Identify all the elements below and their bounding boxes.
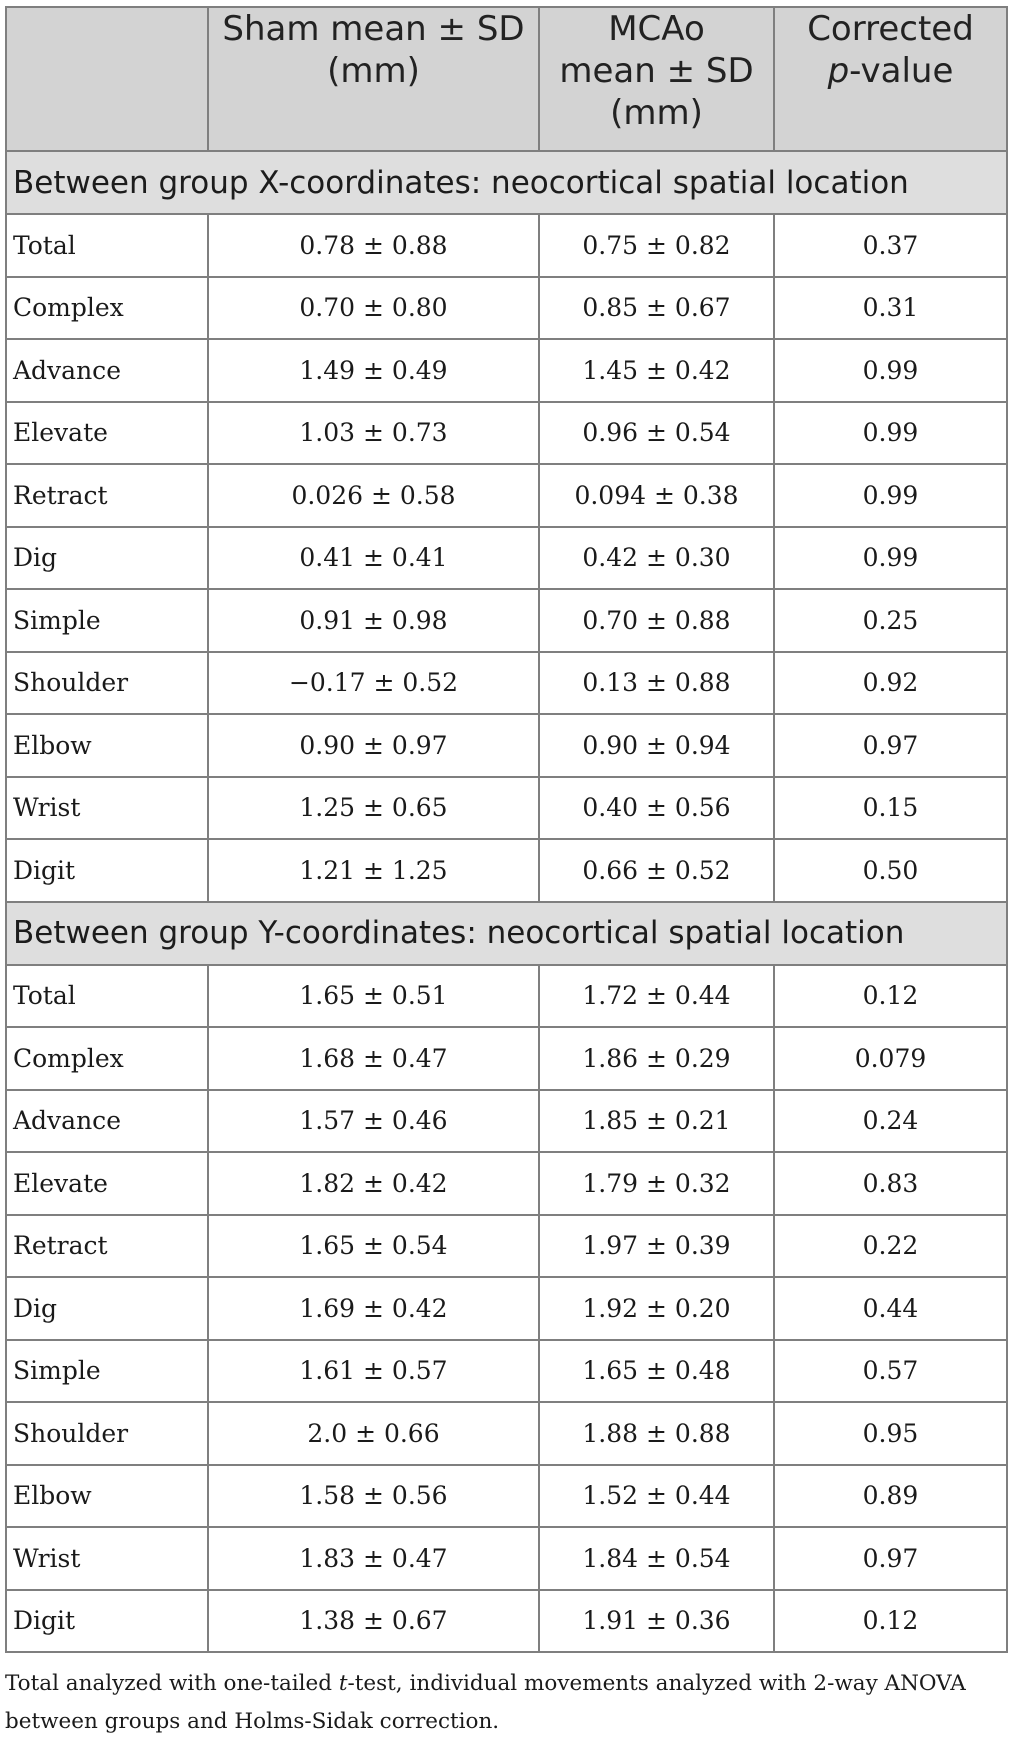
row-label: Dig — [6, 1277, 208, 1340]
mcao-value: 1.92 ± 0.20 — [539, 1277, 774, 1340]
mcao-value: 1.52 ± 0.44 — [539, 1465, 774, 1528]
p-value: 0.99 — [774, 527, 1007, 590]
table-row — [6, 1090, 1007, 1153]
p-value: 0.079 — [774, 1027, 1007, 1090]
p-value: 0.89 — [774, 1465, 1007, 1528]
table-row — [6, 214, 1007, 277]
p-value: 0.15 — [774, 777, 1007, 840]
sham-value: −0.17 ± 0.52 — [208, 652, 539, 715]
sham-value: 1.58 ± 0.56 — [208, 1465, 539, 1528]
p-value: 0.99 — [774, 339, 1007, 402]
mcao-value: 1.65 ± 0.48 — [539, 1340, 774, 1403]
row-label: Shoulder — [6, 652, 208, 715]
p-value: 0.22 — [774, 1215, 1007, 1278]
mcao-value: 0.094 ± 0.38 — [539, 464, 774, 527]
row-label: Advance — [6, 1090, 208, 1153]
p-value: 0.97 — [774, 714, 1007, 777]
row-label: Total — [6, 965, 208, 1028]
p-value: 0.97 — [774, 1527, 1007, 1590]
mcao-value: 0.85 ± 0.67 — [539, 277, 774, 340]
mcao-value: 0.96 ± 0.54 — [539, 402, 774, 465]
sham-value: 1.68 ± 0.47 — [208, 1027, 539, 1090]
table-row — [6, 714, 1007, 777]
row-label: Elevate — [6, 1152, 208, 1215]
p-value: 0.99 — [774, 464, 1007, 527]
p-value: 0.95 — [774, 1402, 1007, 1465]
table-body — [6, 151, 1007, 1652]
section-header-row — [6, 902, 1007, 965]
table-footnote — [5, 1665, 1006, 1741]
row-label: Retract — [6, 1215, 208, 1278]
mcao-value: 0.70 ± 0.88 — [539, 589, 774, 652]
p-value: 0.12 — [774, 1590, 1007, 1653]
table-header-row — [6, 7, 1007, 151]
table-row — [6, 1027, 1007, 1090]
mcao-value: 0.75 ± 0.82 — [539, 214, 774, 277]
table-row — [6, 1215, 1007, 1278]
row-label: Elbow — [6, 1465, 208, 1528]
mcao-value: 0.13 ± 0.88 — [539, 652, 774, 715]
table-row — [6, 589, 1007, 652]
sham-value: 1.21 ± 1.25 — [208, 839, 539, 902]
p-value: 0.50 — [774, 839, 1007, 902]
p-value: 0.12 — [774, 965, 1007, 1028]
section-header-row — [6, 151, 1007, 214]
row-label: Retract — [6, 464, 208, 527]
row-label: Wrist — [6, 777, 208, 840]
mcao-value: 1.85 ± 0.21 — [539, 1090, 774, 1153]
p-value: 0.24 — [774, 1090, 1007, 1153]
footnote-part2: -test, individual movements analyzed with 2-way ANOVA between groups and Holms-Sidak correction. — [5, 1671, 966, 1734]
sham-value: 1.65 ± 0.54 — [208, 1215, 539, 1278]
section-title: Between group Y-coordinates: neocortical spatial location — [6, 902, 1007, 965]
mcao-value: 1.84 ± 0.54 — [539, 1527, 774, 1590]
p-value: 0.37 — [774, 214, 1007, 277]
table-row — [6, 402, 1007, 465]
row-label: Simple — [6, 1340, 208, 1403]
table-container — [5, 6, 1006, 1741]
sham-value: 0.78 ± 0.88 — [208, 214, 539, 277]
row-label: Advance — [6, 339, 208, 402]
p-value: 0.25 — [774, 589, 1007, 652]
mcao-value: 0.66 ± 0.52 — [539, 839, 774, 902]
row-label: Elbow — [6, 714, 208, 777]
table-row — [6, 277, 1007, 340]
sham-value: 1.57 ± 0.46 — [208, 1090, 539, 1153]
row-label: Simple — [6, 589, 208, 652]
header-sham — [208, 7, 539, 151]
footnote-italic: t — [338, 1671, 348, 1696]
mcao-value: 1.72 ± 0.44 — [539, 965, 774, 1028]
table-row — [6, 1527, 1007, 1590]
table-row — [6, 527, 1007, 590]
header-p-rest: -value — [849, 51, 954, 91]
sham-value: 2.0 ± 0.66 — [208, 1402, 539, 1465]
sham-value: 1.69 ± 0.42 — [208, 1277, 539, 1340]
table-row — [6, 777, 1007, 840]
row-label: Shoulder — [6, 1402, 208, 1465]
table-row — [6, 1465, 1007, 1528]
p-value: 0.92 — [774, 652, 1007, 715]
header-mcao-line1: MCAo — [608, 9, 705, 49]
table-row — [6, 1402, 1007, 1465]
mcao-value: 1.88 ± 0.88 — [539, 1402, 774, 1465]
sham-value: 0.90 ± 0.97 — [208, 714, 539, 777]
header-mcao — [539, 7, 774, 151]
mcao-value: 0.90 ± 0.94 — [539, 714, 774, 777]
sham-value: 1.25 ± 0.65 — [208, 777, 539, 840]
p-value: 0.57 — [774, 1340, 1007, 1403]
row-label: Dig — [6, 527, 208, 590]
row-label: Complex — [6, 277, 208, 340]
sham-value: 0.026 ± 0.58 — [208, 464, 539, 527]
section-title: Between group X-coordinates: neocortical spatial location — [6, 151, 1007, 214]
header-mcao-line3: (mm) — [610, 93, 703, 133]
p-value: 0.83 — [774, 1152, 1007, 1215]
mcao-value: 1.86 ± 0.29 — [539, 1027, 774, 1090]
mcao-value: 1.79 ± 0.32 — [539, 1152, 774, 1215]
header-sham-line1: Sham mean ± SD — [222, 9, 525, 49]
header-sham-line2: (mm) — [327, 51, 420, 91]
sham-value: 1.38 ± 0.67 — [208, 1590, 539, 1653]
sham-value: 1.82 ± 0.42 — [208, 1152, 539, 1215]
header-mcao-line2: mean ± SD — [559, 51, 754, 91]
footnote-part1: Total analyzed with one-tailed — [5, 1671, 339, 1696]
header-blank-cell — [6, 7, 208, 151]
table-row — [6, 1277, 1007, 1340]
sham-value: 1.61 ± 0.57 — [208, 1340, 539, 1403]
row-label: Digit — [6, 839, 208, 902]
mcao-value: 1.97 ± 0.39 — [539, 1215, 774, 1278]
sham-value: 0.70 ± 0.80 — [208, 277, 539, 340]
mcao-value: 0.42 ± 0.30 — [539, 527, 774, 590]
sham-value: 1.49 ± 0.49 — [208, 339, 539, 402]
table-row — [6, 965, 1007, 1028]
sham-value: 1.03 ± 0.73 — [208, 402, 539, 465]
table-row — [6, 464, 1007, 527]
table-row — [6, 1590, 1007, 1653]
table-row — [6, 1340, 1007, 1403]
header-corrected-p — [774, 7, 1007, 151]
header-p-line1: Corrected — [807, 9, 974, 49]
table-row — [6, 839, 1007, 902]
table-row — [6, 1152, 1007, 1215]
sham-value: 1.65 ± 0.51 — [208, 965, 539, 1028]
p-value: 0.31 — [774, 277, 1007, 340]
sham-value: 0.41 ± 0.41 — [208, 527, 539, 590]
sham-value: 0.91 ± 0.98 — [208, 589, 539, 652]
results-table — [5, 6, 1008, 1653]
row-label: Digit — [6, 1590, 208, 1653]
row-label: Wrist — [6, 1527, 208, 1590]
mcao-value: 1.45 ± 0.42 — [539, 339, 774, 402]
row-label: Total — [6, 214, 208, 277]
row-label: Elevate — [6, 402, 208, 465]
table-row — [6, 339, 1007, 402]
table-row — [6, 652, 1007, 715]
mcao-value: 1.91 ± 0.36 — [539, 1590, 774, 1653]
p-value: 0.44 — [774, 1277, 1007, 1340]
p-value: 0.99 — [774, 402, 1007, 465]
mcao-value: 0.40 ± 0.56 — [539, 777, 774, 840]
sham-value: 1.83 ± 0.47 — [208, 1527, 539, 1590]
row-label: Complex — [6, 1027, 208, 1090]
header-p-italic: p — [827, 51, 850, 91]
